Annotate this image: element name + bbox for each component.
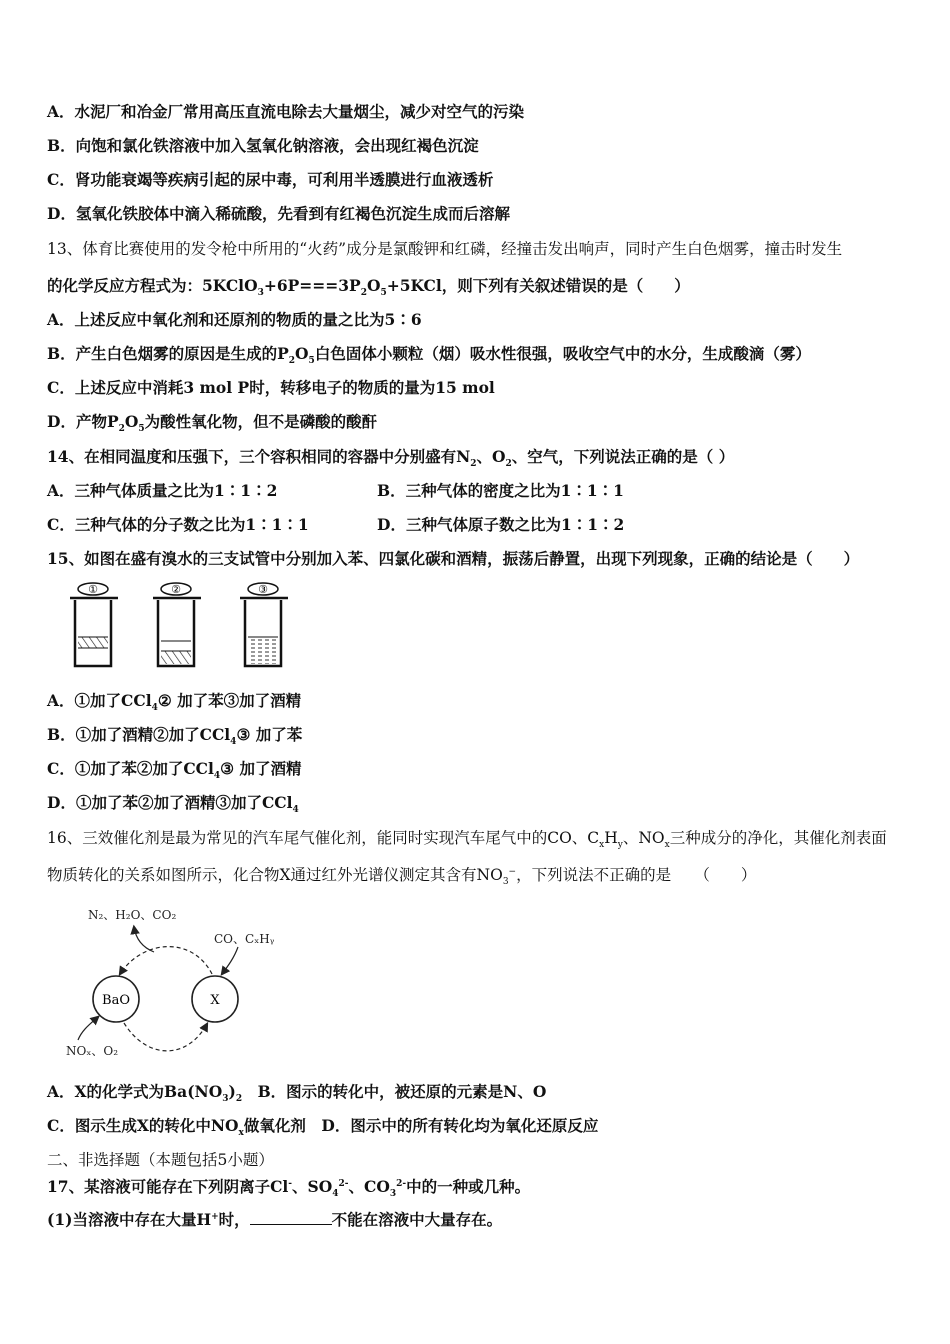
q14-stem: 14、在相同温度和压强下，三个容积相同的容器中分别盛有$N_2$、$O_2$、空气，下列说法正确的是（ ） (47, 447, 735, 470)
arc-bao-to-x (124, 1023, 207, 1051)
q14-options-ab (47, 480, 907, 502)
q12-option-c: C．肾功能衰竭等疾病引起的尿中毒，可利用半透膜进行血液透析 (47, 170, 494, 189)
x-node-label: X (210, 993, 220, 1008)
q17-stem: 17、某溶液可能存在下列阴离子Cl-、$SO_4^{2-}$、$CO_3^{2-}$中的一种或几种。 (47, 1177, 531, 1200)
arc-x-to-bao (120, 947, 212, 974)
q17-part-1: (1)当溶液中存在大量H+时， 不能在溶液中大量存在。 (47, 1210, 503, 1229)
bao-node-label: BaO (102, 993, 130, 1008)
test-tube-1 (70, 583, 118, 666)
q13-stem-line1: 13、体育比赛使用的发令枪中所用的“火药”成分是氯酸钾和红磷，经撞击发出响声，同时产生白色烟雾，撞击时发生 (47, 240, 843, 258)
q12-option-d: D．氢氧化铁胶体中滴入稀硫酸，先看到有红褐色沉淀生成而后溶解 (47, 204, 510, 223)
q15-option-b: B．①加了酒精②加了CCl$_4$③ 加了苯 (47, 725, 303, 748)
q13-option-c: C．上述反应中消耗3 mol P时，转移电子的物质的量为15 mol (47, 378, 495, 397)
q14-option-d: D．三种气体原子数之比为1∶1∶2 (377, 515, 625, 534)
q12-option-b: B．向饱和氯化铁溶液中加入氢氧化钠溶液，会出现红褐色沉淀 (47, 136, 479, 155)
q16-options-cd: C．图示生成X的转化中$NO_x$做氧化剂 D．图示中的所有转化均为氧化还原反应 (47, 1116, 599, 1139)
q14-option-b: B．三种气体的密度之比为1∶1∶1 (377, 481, 624, 500)
catalyst-cycle-diagram (62, 900, 302, 1070)
products-arrow (134, 927, 154, 952)
right-reactants-arrow (222, 947, 238, 974)
q15-option-c: C．①加了苯②加了CCl$_4$③ 加了酒精 (47, 759, 302, 782)
q14-option-c: C．三种气体的分子数之比为1∶1∶1 (47, 515, 309, 534)
q15-option-d: D．①加了苯②加了酒精③加了CCl$_4$ (47, 793, 299, 816)
answer-blank[interactable] (250, 1210, 332, 1225)
right-reactants-label: CO、CₓHᵧ (214, 932, 275, 946)
tube-label-1: ① (88, 583, 98, 596)
q13-option-a: A．上述反应中氧化剂和还原剂的物质的量之比为5∶6 (47, 310, 422, 329)
q13-option-d: D．产物$P_2O_5$为酸性氧化物，但不是磷酸的酸酐 (47, 412, 378, 435)
q14-options-cd (47, 514, 907, 536)
products-label: N₂、H₂O、CO₂ (88, 908, 177, 922)
tube-label-3: ③ (258, 583, 268, 596)
test-tube-3 (240, 583, 288, 666)
q14-option-a: A．三种气体质量之比为1∶1∶2 (47, 481, 278, 500)
q13-option-b: B．产生白色烟雾的原因是生成的$P_2O_5$白色固体小颗粒（烟）吸水性很强，吸收空气中的水分，生成酸滴（雾） (47, 344, 811, 367)
q15-stem: 15、如图在盛有溴水的三支试管中分别加入苯、四氯化碳和酒精，振荡后静置，出现下列现象，正确的结论是（ ） (47, 549, 860, 568)
test-tubes-figure (62, 578, 302, 678)
test-tube-2 (153, 583, 201, 666)
q16-options-ab: A．X的化学式为$Ba(NO_3)_2$ B．图示的转化中，被还原的元素是N、O (47, 1082, 547, 1105)
tube-label-2: ② (171, 583, 181, 596)
q16-stem-line2: 物质转化的关系如图所示，化合物X通过红外光谱仪测定其含有$NO_3^-$，下列说法不正确的是 （ ） (47, 866, 757, 888)
q13-stem-line2: 的化学反应方程式为：$5KClO_3+6P===3P_2O_5+5KCl$，则下列有关叙述错误的是（ ） (47, 276, 690, 299)
q15-option-a: A．①加了CCl$_4$② 加了苯③加了酒精 (47, 691, 302, 714)
q12-option-a: A．水泥厂和冶金厂常用高压直流电除去大量烟尘，减少对空气的污染 (47, 102, 525, 121)
q16-stem-line1: 16、三效催化剂是最为常见的汽车尾气催化剂，能同时实现汽车尾气中的CO、$C_xH_y$、$NO_x$三种成分的净化，其催化剂表面 (47, 829, 887, 851)
left-reactants-label: NOₓ、O₂ (66, 1044, 119, 1058)
section-2-heading: 二、非选择题（本题包括5小题） (47, 1151, 274, 1169)
left-reactants-arrow (78, 1017, 98, 1040)
